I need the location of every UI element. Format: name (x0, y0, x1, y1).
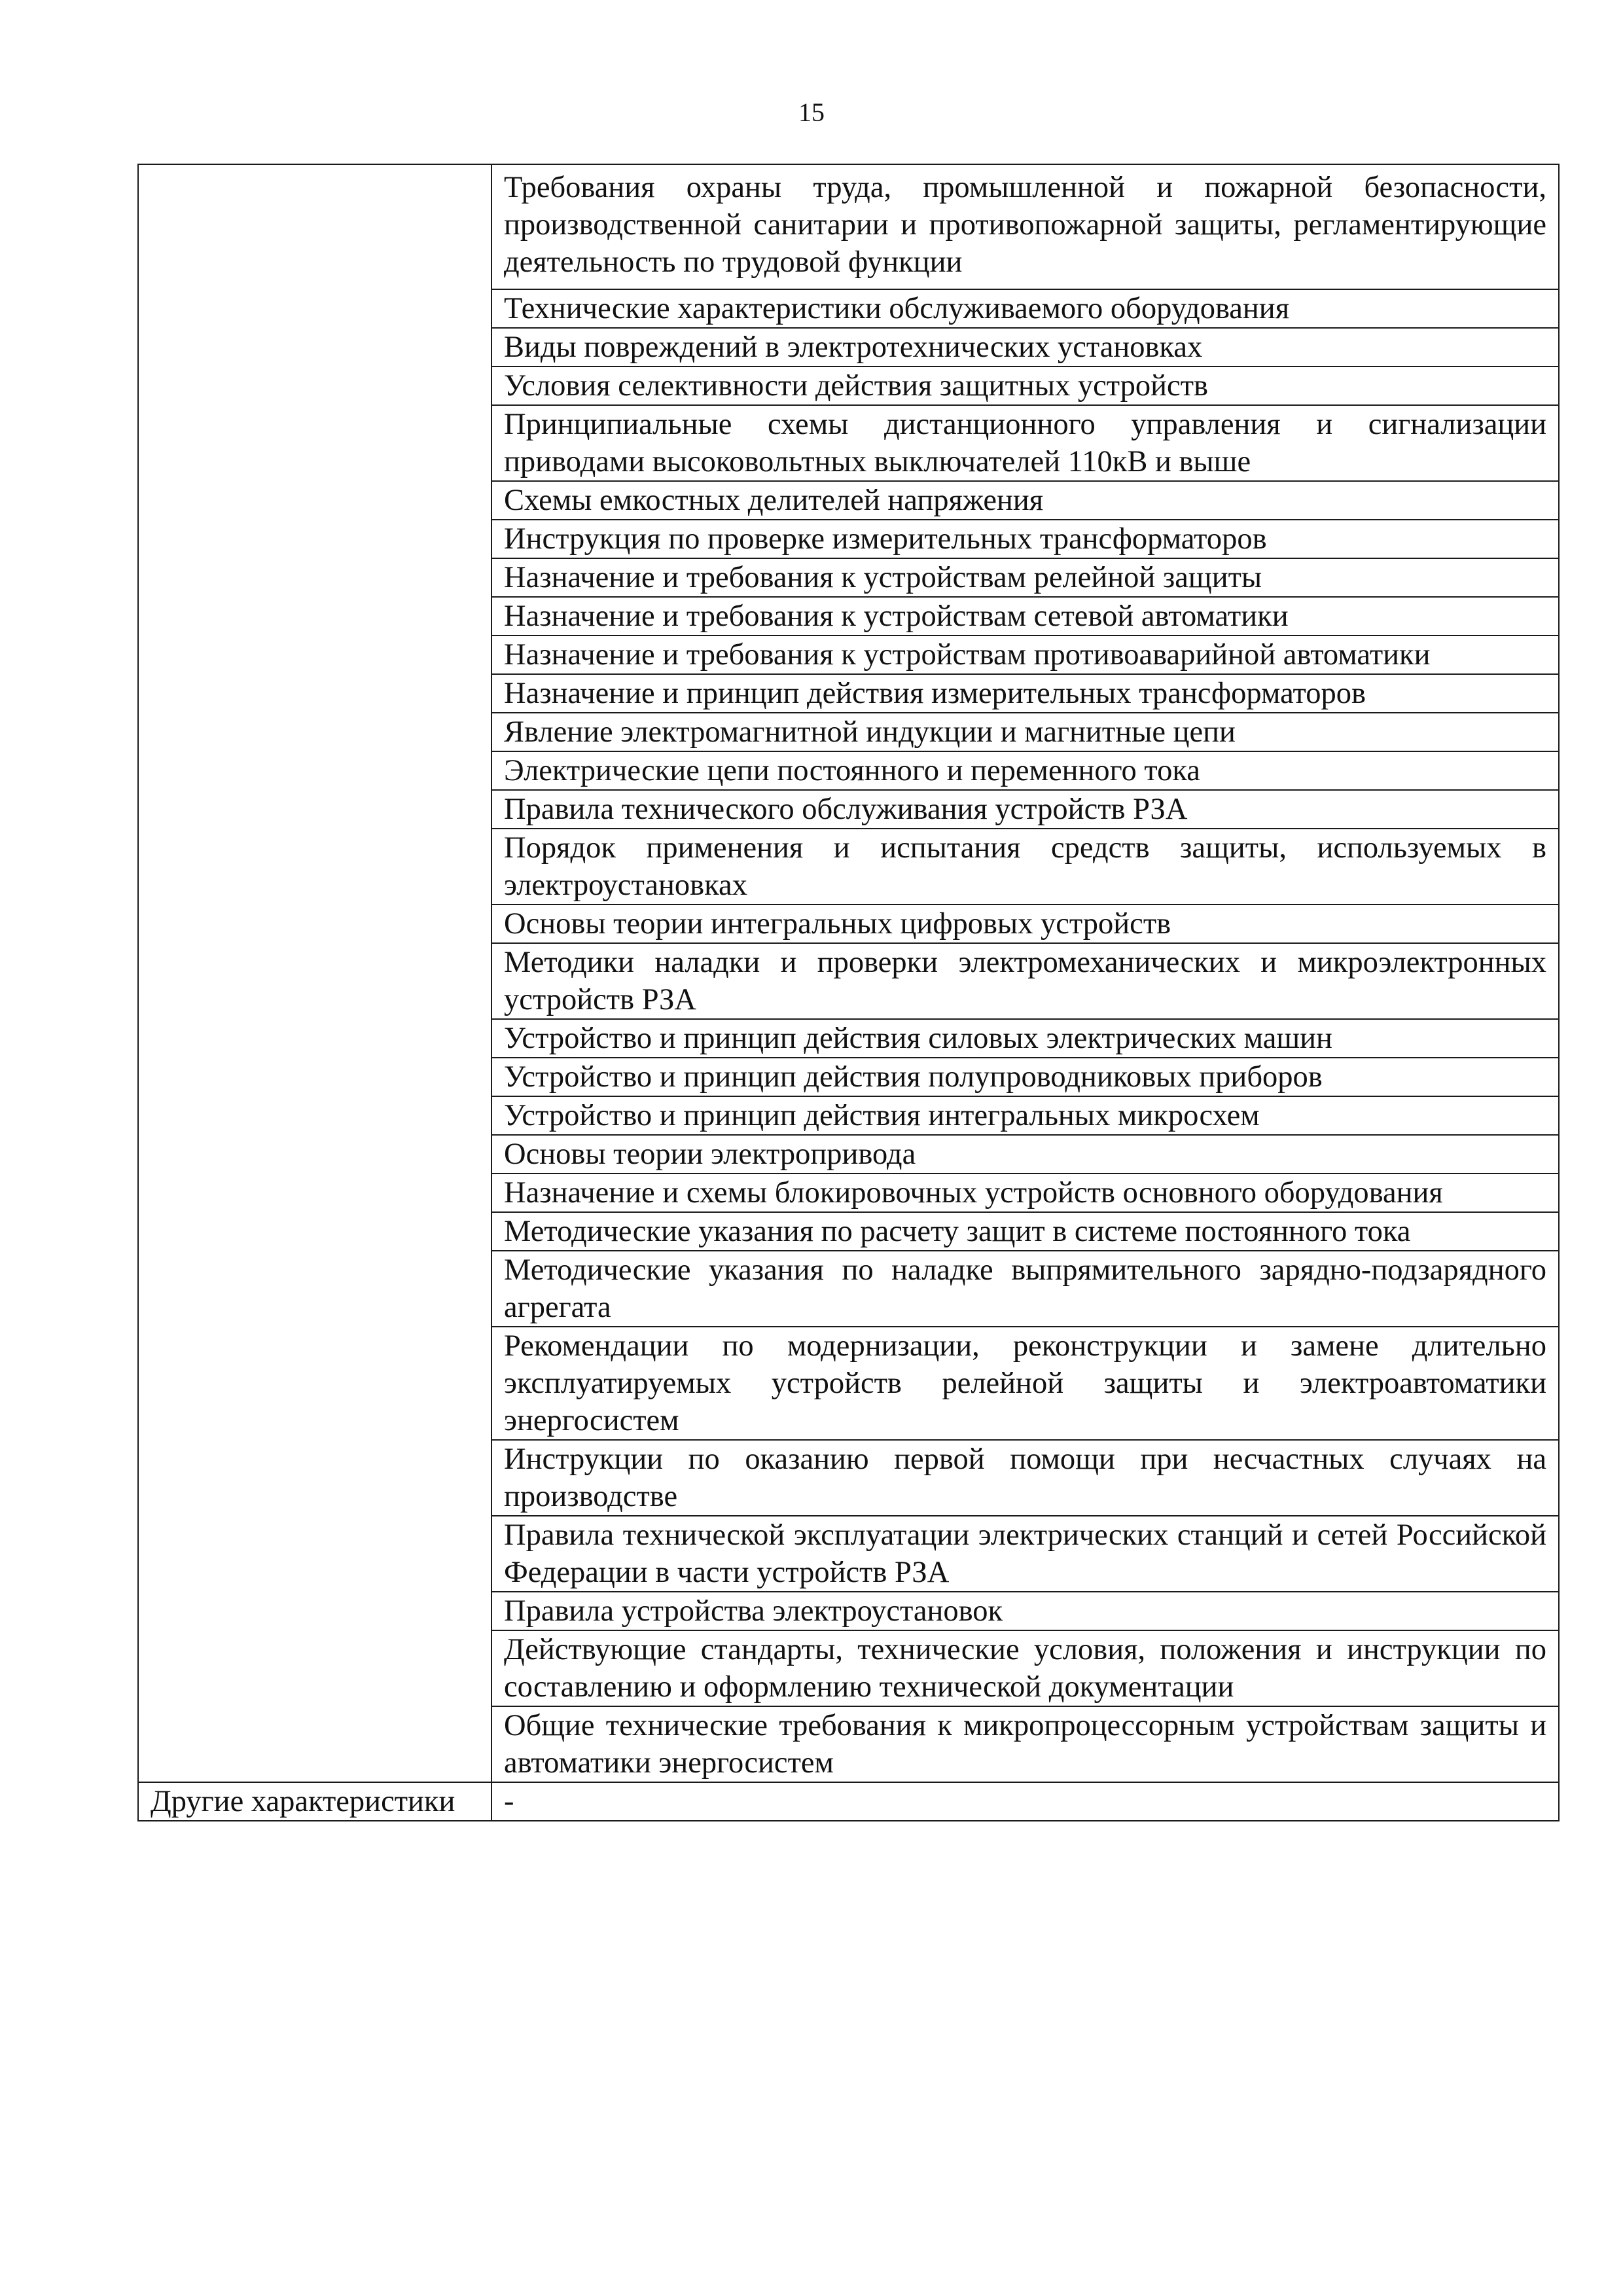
knowledge-item: Методики наладки и проверки электромеханических и микроэлектронных устройств РЗА (504, 946, 1546, 1016)
table-cell (491, 405, 1559, 481)
table-cell (491, 636, 1559, 674)
table-cell (491, 1212, 1559, 1251)
table-row (138, 164, 1559, 289)
knowledge-item: Правила устройства электроустановок (504, 1594, 1003, 1628)
table-cell (491, 1706, 1559, 1782)
table-cell (491, 520, 1559, 558)
table-cell (491, 1440, 1559, 1516)
table-cell (491, 1592, 1559, 1630)
table-cell (491, 674, 1559, 713)
knowledge-item: Электрические цепи постоянного и переменного тока (504, 754, 1200, 787)
knowledge-item: Принципиальные схемы дистанционного управления и сигнализации приводами высоковольтных выключателей 110кВ и выше (504, 408, 1546, 478)
knowledge-item: Правила технического обслуживания устройств РЗА (504, 793, 1188, 826)
knowledge-item: Методические указания по наладке выпрямительного зарядно-подзарядного агрегата (504, 1253, 1546, 1324)
knowledge-item: Явление электромагнитной индукции и магнитные цепи (504, 715, 1236, 749)
table-cell (491, 1251, 1559, 1327)
table-cell (491, 367, 1559, 405)
knowledge-item: Основы теории интегральных цифровых устройств (504, 907, 1171, 941)
knowledge-item: Назначение и требования к устройствам релейной защиты (504, 561, 1262, 594)
knowledge-item: Назначение и требования к устройствам сетевой автоматики (504, 600, 1289, 633)
table-cell (491, 164, 1559, 289)
knowledge-item: Виды повреждений в электротехнических установках (504, 331, 1203, 364)
table-cell (491, 289, 1559, 328)
knowledge-item: Технические характеристики обслуживаемого оборудования (504, 292, 1290, 325)
table-cell (491, 790, 1559, 829)
table-cell (491, 1516, 1559, 1592)
table-cell-left-empty (138, 164, 491, 1782)
knowledge-item: Устройство и принцип действия полупроводниковых приборов (504, 1060, 1323, 1094)
table-cell (491, 829, 1559, 905)
table-cell (491, 1019, 1559, 1058)
table-cell (491, 1174, 1559, 1212)
other-characteristics-label: Другие характеристики (138, 1782, 491, 1821)
table-cell (491, 713, 1559, 751)
table-cell (491, 1096, 1559, 1135)
table-cell (491, 597, 1559, 636)
table-cell (491, 943, 1559, 1019)
knowledge-item: Действующие стандарты, технические условия, положения и инструкции по составлению и оформлению технической документации (504, 1633, 1546, 1704)
knowledge-item: Порядок применения и испытания средств защиты, используемых в электроустановках (504, 831, 1546, 902)
knowledge-item: Рекомендации по модернизации, реконструкции и замене длительно эксплуатируемых устройств релейной защиты и электроавтоматики энергосистем (504, 1329, 1546, 1437)
table-cell (491, 328, 1559, 367)
knowledge-item: Устройство и принцип действия силовых электрических машин (504, 1022, 1332, 1055)
page-number: 15 (798, 98, 825, 127)
knowledge-item: Методические указания по расчету защит в системе постоянного тока (504, 1215, 1411, 1248)
knowledge-item: Устройство и принцип действия интегральных микросхем (504, 1099, 1260, 1132)
knowledge-item: Условия селективности действия защитных устройств (504, 369, 1208, 403)
table-cell (491, 1058, 1559, 1096)
table-cell (491, 481, 1559, 520)
knowledge-item: Назначение и схемы блокировочных устройств основного оборудования (504, 1176, 1443, 1210)
knowledge-item: Назначение и требования к устройствам противоаварийной автоматики (504, 638, 1431, 672)
knowledge-item: Основы теории электропривода (504, 1138, 916, 1171)
table-cell (491, 1135, 1559, 1174)
knowledge-item: Правила технической эксплуатации электрических станций и сетей Российской Федерации в части устройств РЗА (504, 1518, 1546, 1589)
other-characteristics-value: - (491, 1782, 1559, 1821)
knowledge-item: Общие технические требования к микропроцессорным устройствам защиты и автоматики энергосистем (504, 1709, 1546, 1780)
knowledge-item: Инструкция по проверке измерительных трансформаторов (504, 522, 1267, 556)
knowledge-item: Инструкции по оказанию первой помощи при несчастных случаях на производстве (504, 1443, 1546, 1513)
knowledge-item: Требования охраны труда, промышленной и пожарной безопасности, производственной санитарии и противопожарной защиты, регламентирующие деятельность по трудовой функции (504, 171, 1546, 279)
table-cell (491, 1327, 1559, 1440)
knowledge-item: Схемы емкостных делителей напряжения (504, 484, 1044, 517)
table-cell (491, 905, 1559, 943)
knowledge-item: Назначение и принцип действия измерительных трансформаторов (504, 677, 1366, 710)
table-cell (491, 751, 1559, 790)
knowledge-table (137, 164, 1560, 1821)
table-cell (491, 558, 1559, 597)
table-row-other (138, 1782, 1559, 1821)
table-cell (491, 1630, 1559, 1706)
